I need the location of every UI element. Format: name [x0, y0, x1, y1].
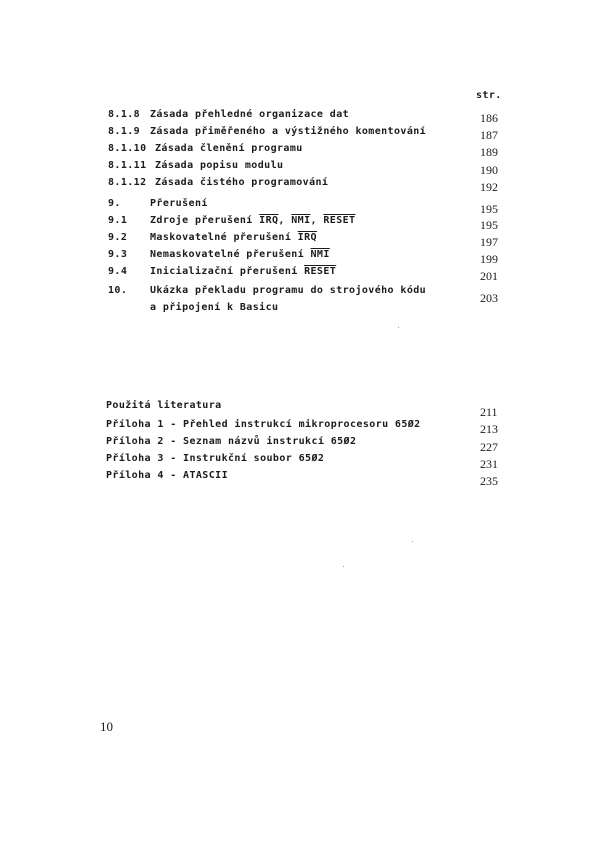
toc-page: 201: [480, 269, 498, 283]
signal-nmi: $\overline{NMI}$: [310, 249, 330, 260]
separator: ,: [278, 215, 292, 226]
toc-page: 199: [480, 252, 498, 266]
appendix-page: 227: [480, 440, 498, 454]
page-column-header: str.: [476, 90, 502, 101]
toc-title-text: Nemaskovatelné přerušení: [150, 249, 311, 260]
toc-title: Zásada přehledné organizace dat: [150, 109, 350, 120]
toc-number: 9.4: [108, 266, 128, 277]
toc-number: 9.2: [108, 232, 128, 243]
toc-page: 203: [480, 291, 498, 305]
toc-number: 8.1.10: [108, 143, 147, 154]
toc-page: 195: [480, 202, 498, 216]
scan-speck: [412, 541, 413, 542]
toc-title: [150, 249, 330, 260]
toc-title: Zásada čistého programování: [155, 177, 329, 188]
toc-page: 197: [480, 235, 498, 249]
toc-number: 8.1.8: [108, 109, 141, 120]
toc-number: 8.1.12: [108, 177, 147, 188]
toc-page: 187: [480, 128, 498, 142]
appendix-title: Příloha 4 - ATASCII: [106, 470, 228, 481]
toc-number: 8.1.11: [108, 160, 147, 171]
toc-page: 192: [480, 180, 498, 194]
scan-speck: [398, 327, 399, 328]
toc-number: 9.3: [108, 249, 128, 260]
toc-title: [150, 232, 317, 243]
toc-title: Zásada přiměřeného a výstižného komentování: [150, 126, 427, 137]
toc-title-text: Maskovatelné přerušení: [150, 232, 298, 243]
appendix-title: Příloha 1 - Přehled instrukcí mikroprocesoru 65Ø2: [106, 419, 421, 430]
toc-page: 186: [480, 111, 498, 125]
toc-number: 9.: [108, 198, 121, 209]
toc-title: Zásada popisu modulu: [155, 160, 284, 171]
appendix-page: 235: [480, 474, 498, 488]
toc-title: [150, 215, 355, 226]
page-number: 10: [100, 719, 113, 734]
toc-title: [150, 266, 336, 277]
appendix-title: Příloha 3 - Instrukční soubor 65Ø2: [106, 453, 325, 464]
toc-title-line1: Ukázka překladu programu do strojového kódu: [150, 285, 427, 296]
signal-nmi: $\overline{NMI}$: [291, 215, 311, 226]
appendix-title: Použitá literatura: [106, 400, 222, 411]
appendix-page: 231: [480, 457, 498, 471]
appendix-page: 213: [480, 422, 498, 436]
toc-number: 9.1: [108, 215, 128, 226]
toc-number: 8.1.9: [108, 126, 141, 137]
toc-page: 190: [480, 163, 498, 177]
toc-page: 195: [480, 218, 498, 232]
signal-reset: RESET: [304, 266, 337, 277]
appendix-page: 211: [480, 405, 498, 419]
toc-title-text: Inicializační přerušení: [150, 266, 305, 277]
signal-irq: $\overline{IRQ}$: [297, 232, 317, 243]
toc-title: Přerušení: [150, 198, 208, 209]
toc-title-line2: a připojení k Basicu: [150, 302, 279, 313]
toc-page: 189: [480, 145, 498, 159]
signal-irq: $\overline{IRQ}$: [259, 215, 279, 226]
scan-speck: [343, 566, 344, 567]
separator: ,: [310, 215, 324, 226]
toc-title: Zásada členění programu: [155, 143, 303, 154]
appendix-title: Příloha 2 - Seznam názvů instrukcí 65Ø2: [106, 436, 357, 447]
toc-title-text: Zdroje přerušení: [150, 215, 260, 226]
signal-reset: RESET: [323, 215, 356, 226]
toc-number: 10.: [108, 285, 128, 296]
